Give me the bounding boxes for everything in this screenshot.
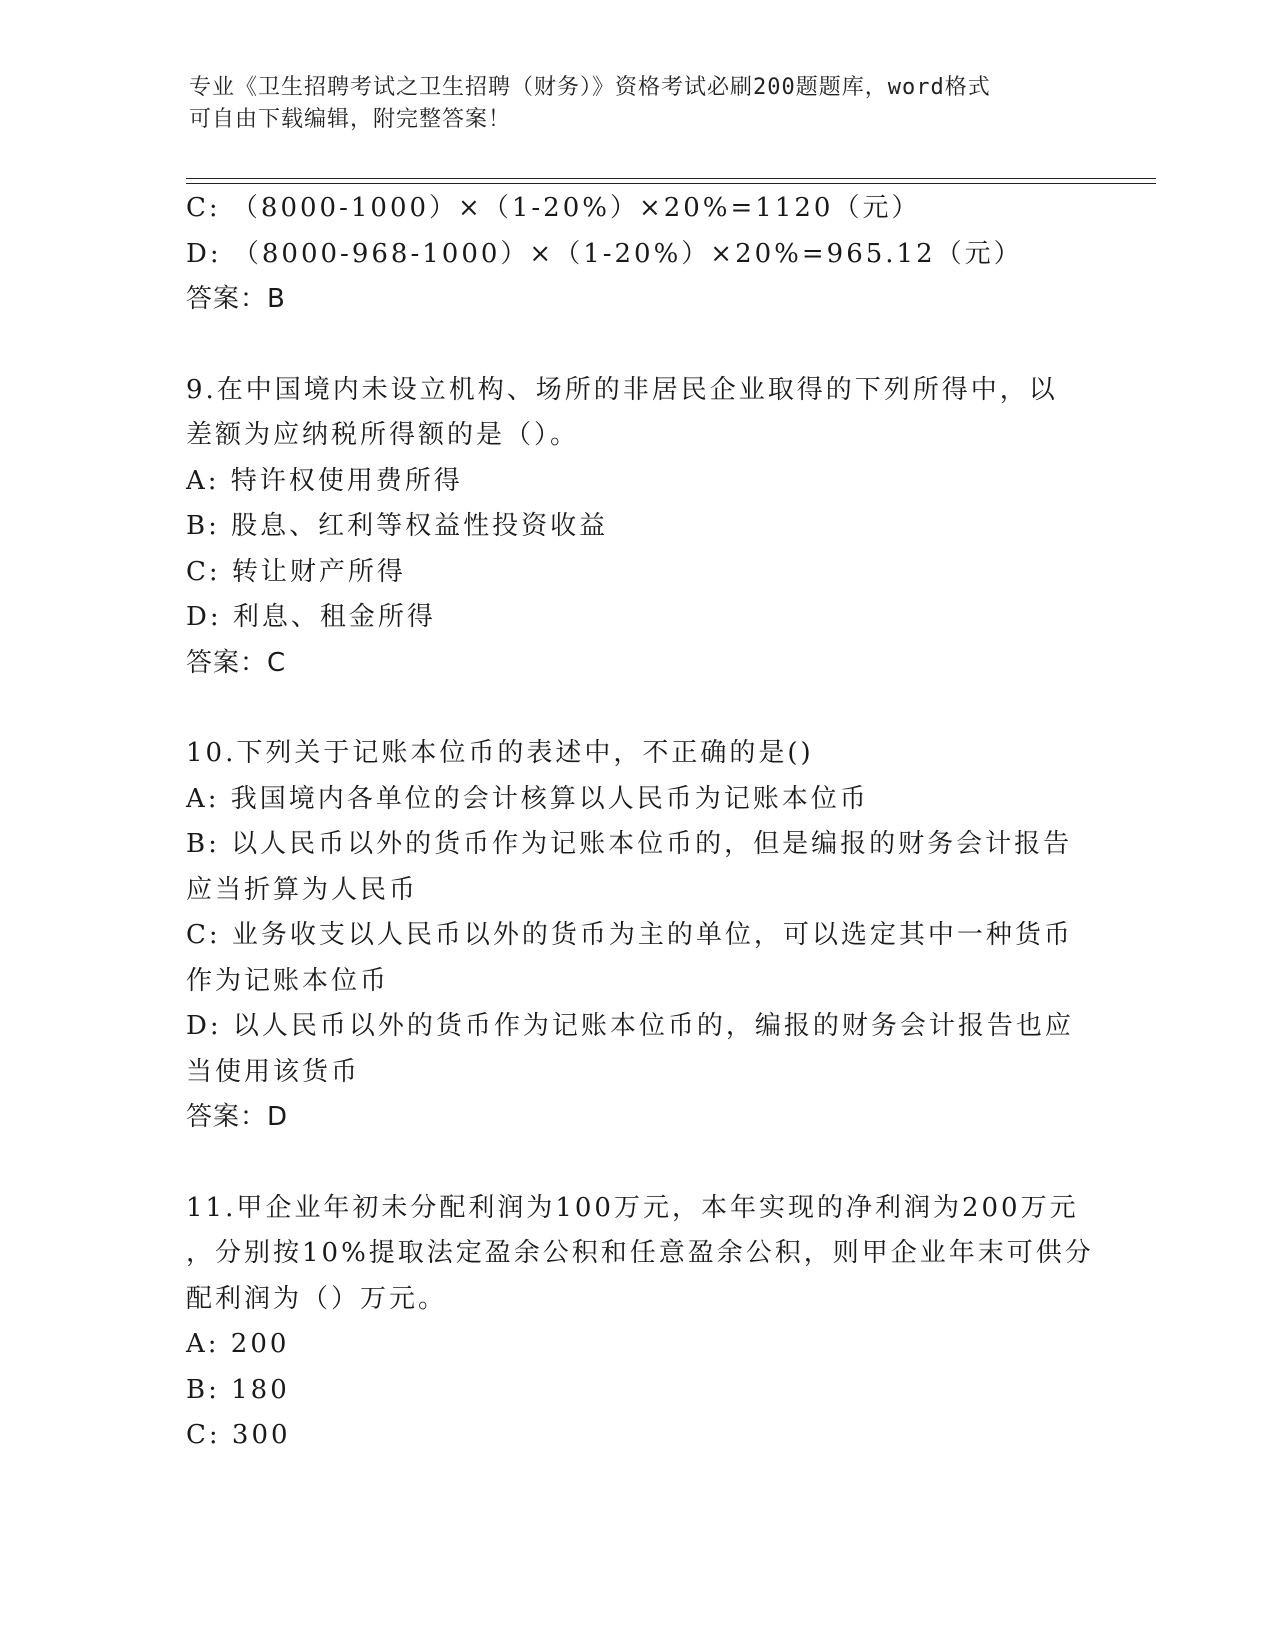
q10-option-d-line-1: D: 以人民币以外的货币作为记账本位币的，编报的财务会计报告也应 bbox=[186, 1011, 1074, 1041]
q9-option-d: D: 利息、租金所得 bbox=[186, 602, 436, 632]
q10-option-a: A: 我国境内各单位的会计核算以人民币为记账本位币 bbox=[186, 783, 869, 814]
q11-option-b: B: 180 bbox=[186, 1374, 290, 1405]
q10-option-c-line-2: 作为记账本位币 bbox=[186, 965, 390, 996]
document-header bbox=[189, 72, 1069, 136]
header-divider-bottom bbox=[186, 183, 1156, 184]
q9-option-a: A: 特许权使用费所得 bbox=[186, 465, 463, 496]
header-title-line-2: 可自由下载编辑，附完整答案！ bbox=[189, 107, 512, 132]
q10-option-c-line-1: C: 业务收支以人民币以外的货币为主的单位，可以选定其中一种货币 bbox=[186, 920, 1073, 950]
q10-option-d-line-2: 当使用该货币 bbox=[186, 1056, 361, 1087]
q10-option-b-line-2: 应当折算为人民币 bbox=[186, 874, 419, 905]
q10-answer: 答案：D bbox=[186, 1102, 289, 1132]
q8-option-c: C: （8000-1000）×（1-20%）×20%=1120（元） bbox=[186, 193, 921, 223]
question-content bbox=[186, 186, 1094, 1459]
header-divider-top bbox=[186, 178, 1156, 179]
question-8-block bbox=[186, 186, 1086, 323]
q8-answer: 答案：B bbox=[186, 284, 286, 314]
question-10-block bbox=[186, 731, 1086, 1141]
q9-stem-line-2: 差额为应纳税所得额的是（）。 bbox=[186, 420, 580, 450]
question-11-block bbox=[186, 1186, 1094, 1459]
q9-option-c: C: 转让财产所得 bbox=[186, 556, 406, 587]
q11-stem-line-2: ，分别按10%提取法定盈余公积和任意盈余公积，则甲企业年末可供分 bbox=[186, 1238, 1094, 1268]
q11-option-a: A: 200 bbox=[186, 1329, 290, 1359]
spacer bbox=[186, 686, 1086, 731]
header-title-line-1: 专业《卫生招聘考试之卫生招聘（财务）》资格考试必刷200题题库，word格式 bbox=[189, 75, 991, 100]
q10-stem: 10.下列关于记账本位币的表述中，不正确的是() bbox=[186, 738, 814, 768]
q9-option-b: B: 股息、红利等权益性投资收益 bbox=[186, 511, 609, 541]
q9-stem-line-1: 9.在中国境内未设立机构、场所的非居民企业取得的下列所得中，以 bbox=[186, 374, 1058, 405]
q11-option-c: C: 300 bbox=[186, 1420, 291, 1450]
q11-stem-line-3: 配利润为（）万元。 bbox=[186, 1283, 448, 1314]
q11-stem-line-1: 11.甲企业年初未分配利润为100万元，本年实现的净利润为200万元 bbox=[186, 1192, 1079, 1223]
q8-option-d: D: （8000-968-1000）×（1-20%）×20%=965.12（元） bbox=[186, 238, 1023, 269]
spacer bbox=[186, 323, 1086, 368]
q10-option-b-line-1: B: 以人民币以外的货币作为记账本位币的，但是编报的财务会计报告 bbox=[186, 829, 1073, 859]
spacer bbox=[186, 1141, 1086, 1186]
q9-answer: 答案：C bbox=[186, 647, 287, 678]
question-9-block bbox=[186, 368, 1086, 687]
